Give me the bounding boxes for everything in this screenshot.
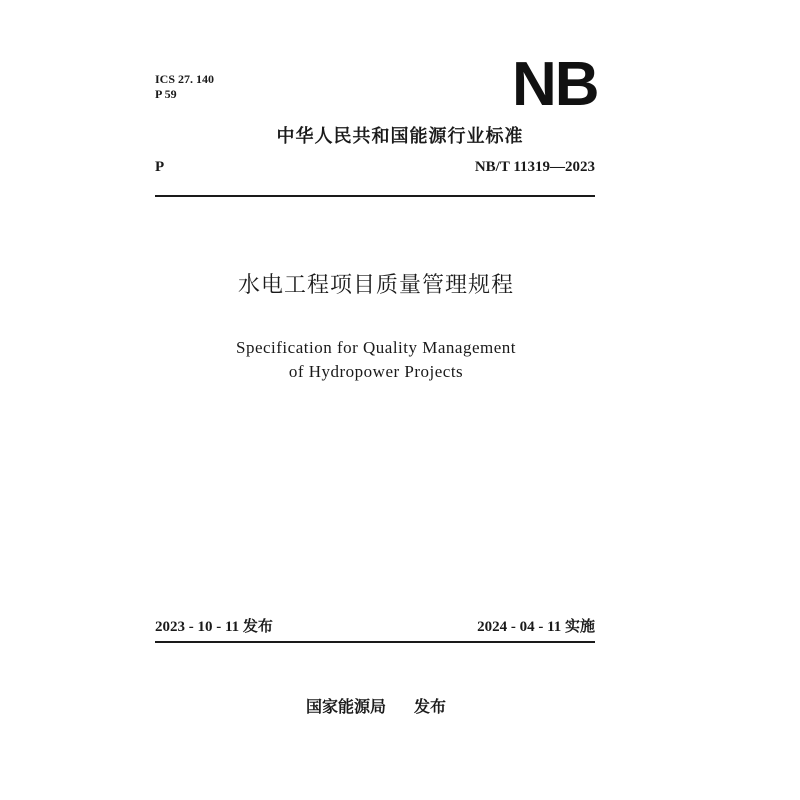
issue-date: 2023 - 10 - 11 发布	[155, 619, 273, 635]
issuer-organization: 国家能源局	[305, 697, 386, 716]
implementation-date: 2024 - 04 - 11 实施	[477, 619, 595, 635]
top-divider	[155, 195, 595, 197]
standard-category: P	[155, 159, 165, 175]
nb-logo: NB	[512, 50, 598, 119]
classification-codes	[155, 72, 214, 102]
standard-number: NB/T 11319—2023	[474, 159, 595, 175]
title-english	[0, 336, 752, 384]
bottom-divider	[155, 641, 595, 643]
issuer-action: 发布	[414, 697, 447, 716]
title-english-line-1: Specification for Quality Management	[236, 338, 516, 357]
ics-code: ICS 27. 140	[155, 72, 215, 86]
issuer-line	[0, 697, 752, 717]
title-chinese: 水电工程项目质量管理规程	[237, 273, 514, 298]
title-english-line-2: of Hydropower Projects	[288, 362, 464, 381]
industry-standard-heading: 中华人民共和国能源行业标准	[276, 126, 524, 147]
ccs-code: P 59	[155, 87, 177, 101]
